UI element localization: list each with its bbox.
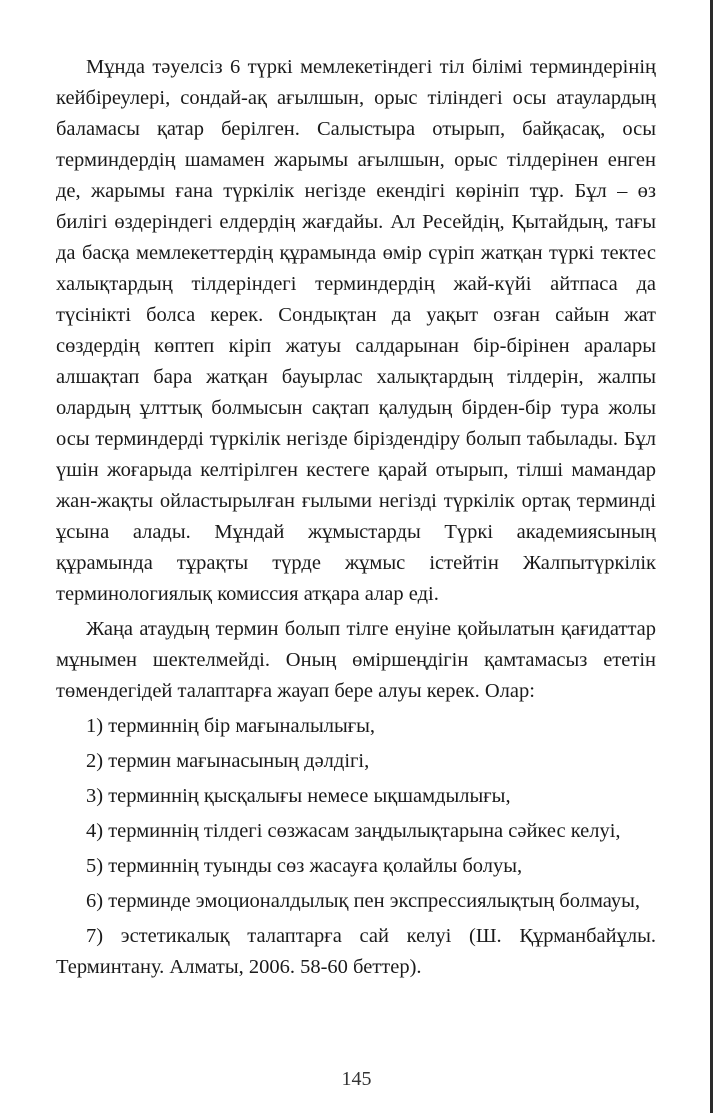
list-item: 4) терминнің тілдегі сөзжасам заңдылықтарына сәйкес келуі, [86,820,621,842]
list-item: 3) терминнің қысқалығы немесе ықшамдылығы, [86,785,511,807]
page-number: 145 [341,1068,372,1090]
list-item: 7) эстетикалық талаптарға сай келуі (Ш. Құрманбайұлы. Терминтану. Алматы, 2006. 58-60 беттер). [56,925,656,978]
document-page [56,52,656,987]
list-item: 5) терминнің туынды сөз жасауға қолайлы болуы, [86,855,523,877]
list-item: 6) терминде эмоционалдылық пен экспрессиялықтың болмауы, [86,890,640,912]
body-paragraph-1: Мұнда тәуелсіз 6 түркі мемлекетіндегі тіл білімі терминдерінің кейбіреулері, сондай-ақ ағылшын, орыс тіліндегі осы атаулардың баламасы қатар берілген. Салыстыра отырып, байқасақ, осы терминдердің шамамен жарымы ағылшын, орыс тілдерінен енген де, жарымы ғана түркілік негізде екендігі көрініп тұр. Бұл – өз билігі өздеріндегі елдердің жағдайы. Ал Ресейдің, Қытайдың, тағы да басқа мемлекеттердің құрамында өмір сүріп жатқан түркі тектес халықтардың тілдеріндегі терминдердің жай-күйі айтпаса да түсінікті болса керек. Сондықтан да уақыт озған сайын жат сөздердің көптеп кіріп жатуы салдарынан бір-бірінен аралары алшақтап бара жатқан бауырлас халықтардың тілдерін, жалпы олардың ұлттық болмысын сақтап қалудың бірден-бір тура жолы осы терминдерді түркілік негізде біріздендіру болып табылады. Бұл үшін жоғарыда келтірілген кестеге қарай отырып, тілші мамандар жан-жақты ойластырылған ғылыми негізді түркілік ортақ терминді ұсына алады. Мұндай жұмыстарды Түркі академиясының құрамында тұрақты түрде жұмыс істейтін Жалпытүркілік терминологиялық комиссия атқара алар еді. [56,56,656,605]
requirements-list [56,711,656,983]
list-item: 1) терминнің бір мағыналылығы, [86,715,376,737]
body-paragraph-2: Жаңа атаудың термин болып тілге енуіне қойылатын қағидаттар мұнымен шектелмейді. Оның өміршеңдігін қамтамасыз ететін төмендегідей талаптарға жауап бере алуы керек. Олар: [56,618,656,702]
list-item: 2) термин мағынасының дәлдігі, [86,750,370,772]
